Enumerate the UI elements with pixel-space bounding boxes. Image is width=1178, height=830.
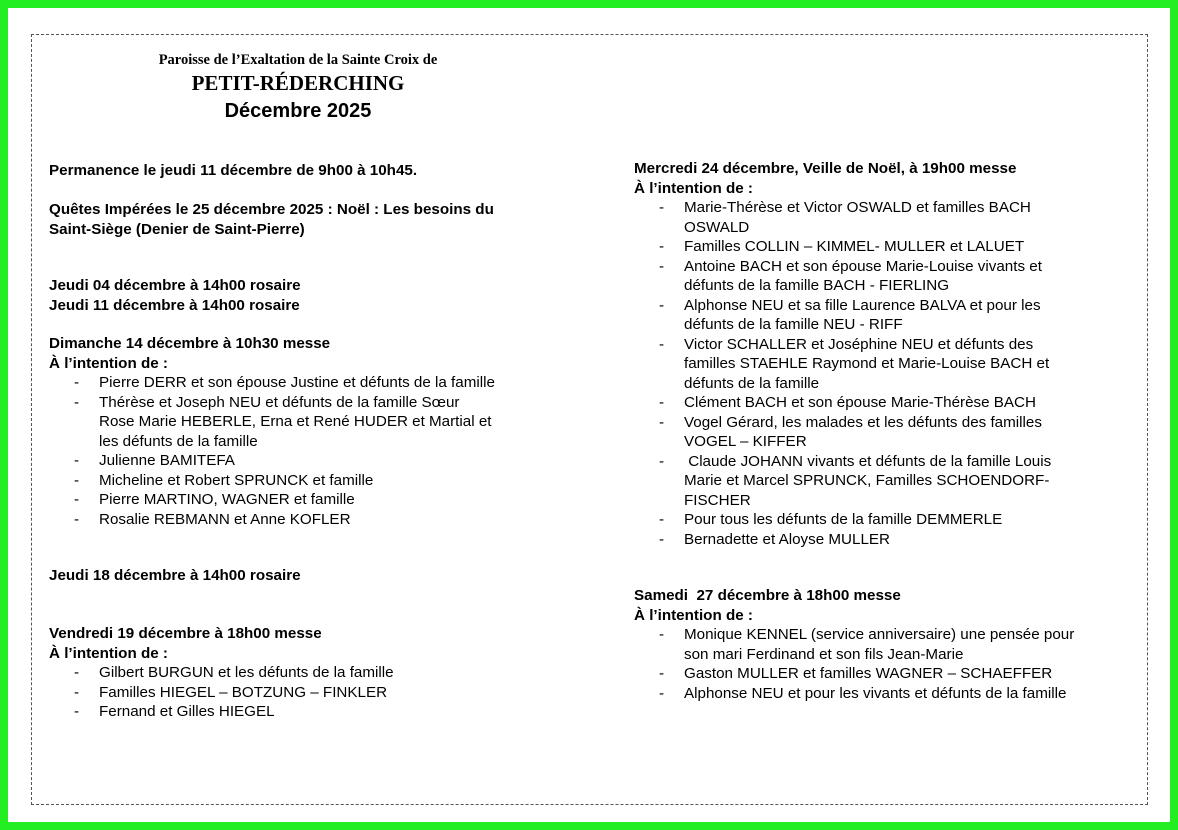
samedi-intention: À l’intention de :	[634, 606, 753, 624]
rosaire-block	[49, 276, 569, 315]
parish-name: Paroisse de l’Exaltation de la Sainte Croix de	[158, 52, 438, 68]
samedi-title: Samedi 27 décembre à 18h00 messe	[634, 587, 901, 604]
dimanche-list	[49, 373, 569, 529]
list-item: - Monique KENNEL (service anniversaire) une pensée pour son mari Ferdinand et son fils Jean-Marie	[634, 625, 1134, 664]
quetes	[49, 200, 569, 239]
vendredi-list	[49, 663, 569, 722]
dimanche-intention: À l’intention de :	[49, 354, 168, 372]
vendredi-intention: À l’intention de :	[49, 644, 168, 662]
mercredi-title: Mercredi 24 décembre, Veille de Noël, à 19h00 messe	[634, 160, 1017, 177]
permanence: Permanence le jeudi 11 décembre de 9h00 à 10h45.	[49, 162, 418, 179]
list-item: - Antoine BACH et son épouse Marie-Louise vivants et défunts de la famille BACH - FIERLING	[634, 257, 1134, 296]
rosaire-04: Jeudi 04 décembre à 14h00 rosaire	[49, 277, 301, 294]
list-item: - Fernand et Gilles HIEGEL	[49, 702, 569, 722]
quetes-line-2: Saint-Siège (Denier de Saint-Pierre)	[49, 220, 305, 238]
dimanche-title: Dimanche 14 décembre à 10h30 messe	[49, 335, 331, 352]
vendredi-title: Vendredi 19 décembre à 18h00 messe	[49, 625, 322, 642]
list-item: - Claude JOHANN vivants et défunts de la famille Louis Marie et Marcel SPRUNCK, Familles SCHOENDORF- FISCHER	[634, 452, 1134, 511]
vendredi-section	[49, 624, 569, 722]
list-item: - Marie-Thérèse et Victor OSWALD et familles BACH OSWALD	[634, 198, 1134, 237]
quetes-line-1: Quêtes Impérées le 25 décembre 2025 : Noël : Les besoins du	[49, 201, 494, 218]
mercredi-section	[634, 159, 1134, 549]
list-item: - Familles COLLIN – KIMMEL- MULLER et LALUET	[634, 237, 1134, 257]
dimanche-section	[49, 334, 569, 529]
samedi-section	[634, 586, 1134, 703]
list-item: - Gaston MULLER et familles WAGNER – SCHAEFFER	[634, 664, 1134, 684]
list-item: - Micheline et Robert SPRUNCK et famille	[49, 471, 569, 491]
list-item: - Alphonse NEU et pour les vivants et défunts de la famille	[634, 684, 1134, 704]
samedi-list	[634, 625, 1134, 703]
month-title: Décembre 2025	[224, 100, 372, 122]
list-item: - Alphonse NEU et sa fille Laurence BALVA et pour les défunts de la famille NEU - RIFF	[634, 296, 1134, 335]
list-item: - Familles HIEGEL – BOTZUNG – FINKLER	[49, 683, 569, 703]
list-item: - Pour tous les défunts de la famille DEMMERLE	[634, 510, 1134, 530]
mercredi-intention: À l’intention de :	[634, 179, 753, 197]
list-item: - Gilbert BURGUN et les défunts de la famille	[49, 663, 569, 683]
list-item: - Pierre DERR et son épouse Justine et défunts de la famille	[49, 373, 569, 393]
town-name: PETIT-RÉDERCHING	[191, 71, 405, 95]
list-item: - Victor SCHALLER et Joséphine NEU et défunts des familles STAEHLE Raymond et Marie-Louise BACH et défunts de la famille	[634, 335, 1134, 394]
list-item: - Clément BACH et son épouse Marie-Thérèse BACH	[634, 393, 1134, 413]
list-item: - Julienne BAMITEFA	[49, 451, 569, 471]
rosaire-18: Jeudi 18 décembre à 14h00 rosaire	[49, 567, 301, 584]
list-item: - Pierre MARTINO, WAGNER et famille	[49, 490, 569, 510]
mercredi-list	[634, 198, 1134, 549]
list-item: - Thérèse et Joseph NEU et défunts de la famille Sœur Rose Marie HEBERLE, Erna et René HUDER et Martial et les défunts de la famille	[49, 393, 569, 452]
rosaire-11: Jeudi 11 décembre à 14h00 rosaire	[49, 296, 300, 314]
list-item: - Bernadette et Aloyse MULLER	[634, 530, 1134, 550]
list-item: - Vogel Gérard, les malades et les défunts des familles VOGEL – KIFFER	[634, 413, 1134, 452]
list-item: - Rosalie REBMANN et Anne KOFLER	[49, 510, 569, 530]
